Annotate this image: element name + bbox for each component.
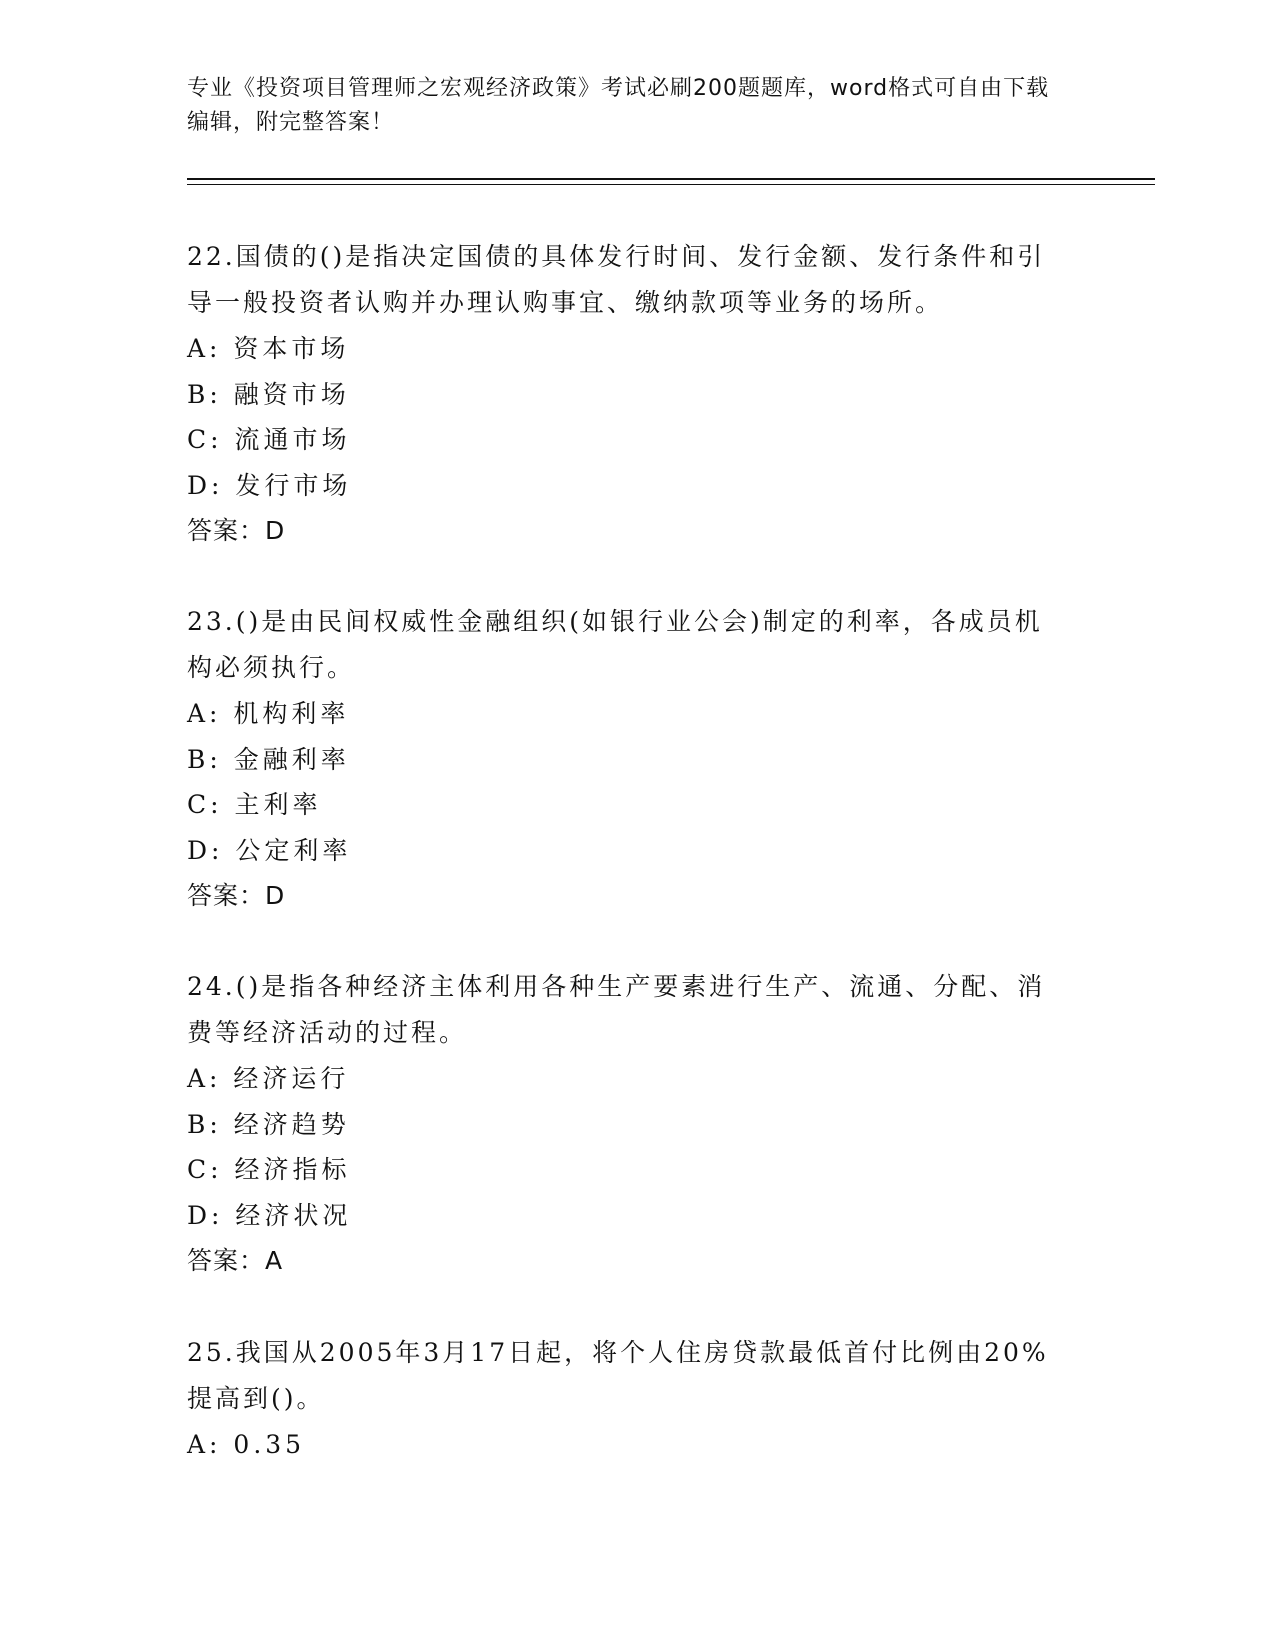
option-d: D: 公定利率 — [187, 835, 352, 865]
option-c: C: 主利率 — [187, 790, 322, 819]
question-stem: 24.()是指各种经济主体利用各种生产要素进行生产、流通、分配、消费等经济活动的过程。 — [187, 972, 1046, 1047]
question-stem: 22.国债的()是指决定国债的具体发行时间、发行金额、发行条件和引导一般投资者认购并办理认购事宜、缴纳款项等业务的场所。 — [187, 242, 1046, 317]
header-divider-thin — [187, 184, 1155, 185]
option-c: C: 经济指标 — [187, 1155, 351, 1184]
option-a: A: 0.35 — [187, 1430, 306, 1459]
question-25 — [187, 1330, 1067, 1468]
option-b: B: 经济趋势 — [187, 1109, 350, 1139]
option-d: D: 发行市场 — [187, 470, 352, 500]
option-b: B: 融资市场 — [187, 379, 350, 409]
question-24 — [187, 964, 1067, 1284]
header-divider-thick — [187, 178, 1155, 180]
question-stem: 25.我国从2005年3月17日起，将个人住房贷款最低首付比例由20%提高到()。 — [187, 1338, 1049, 1413]
option-b: B: 金融利率 — [187, 744, 350, 774]
option-a: A: 资本市场 — [187, 334, 350, 363]
answer-line: 答案：D — [187, 881, 286, 910]
document-header: 专业《投资项目管理师之宏观经济政策》考试必刷200题题库，word格式可自由下载编辑，附完整答案！ — [187, 76, 1050, 135]
question-stem: 23.()是由民间权威性金融组织(如银行业公会)制定的利率，各成员机构必须执行。 — [187, 607, 1043, 682]
answer-line: 答案：A — [187, 1246, 284, 1275]
question-23 — [187, 599, 1067, 919]
question-22 — [187, 234, 1067, 554]
option-a: A: 机构利率 — [187, 699, 350, 728]
option-c: C: 流通市场 — [187, 425, 351, 454]
option-d: D: 经济状况 — [187, 1200, 352, 1230]
answer-line: 答案：D — [187, 516, 286, 545]
option-a: A: 经济运行 — [187, 1064, 350, 1093]
